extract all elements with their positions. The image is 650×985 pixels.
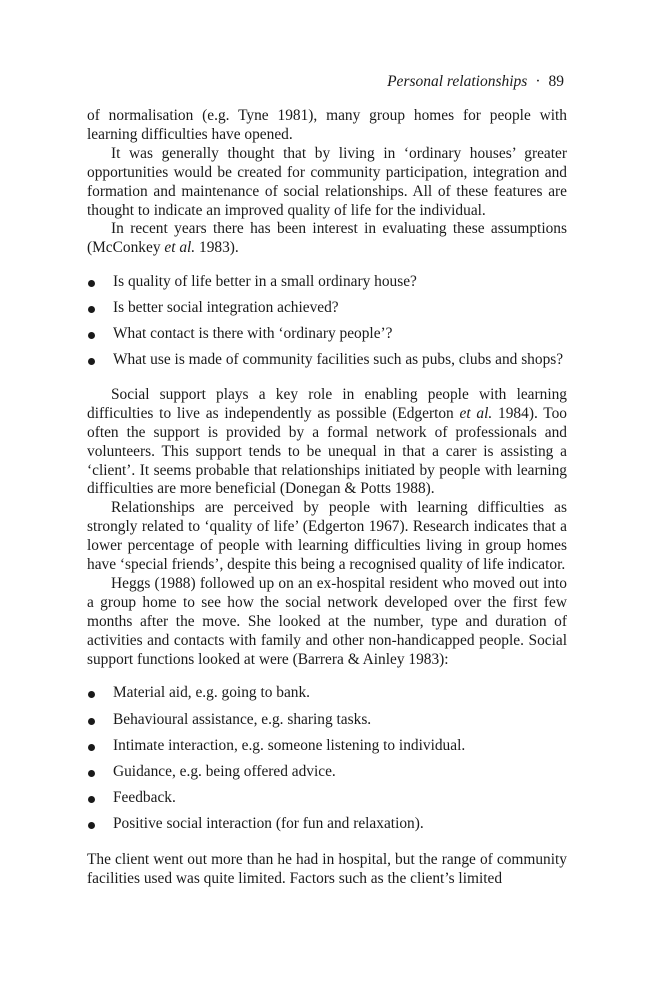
- list-item: [87, 273, 567, 292]
- list-item-text: Intimate interaction, e.g. someone listening to individual.: [113, 736, 466, 754]
- list-item: [87, 763, 567, 782]
- list-item-text: Positive social interaction (for fun and relaxation).: [113, 814, 424, 832]
- page-number: 89: [548, 73, 564, 90]
- list-item-text: Is better social integration achieved?: [113, 299, 339, 317]
- list-item-text: What use is made of community facilities such as pubs, clubs and shops?: [113, 350, 564, 368]
- list-item-text: What contact is there with ‘ordinary people’?: [113, 325, 393, 343]
- bullet-icon: [88, 358, 95, 365]
- paragraph: Heggs (1988) followed up on an ex-hospital resident who moved out into a group home to see how the social network developed over the first few months after the move. She looked at the number, type and duration of activities and contacts with family and other non-handicapped people. Social support functions looked at were (Barrera & Ainley 1983):: [87, 574, 567, 668]
- paragraph: [87, 386, 567, 499]
- paragraph: [87, 220, 567, 258]
- running-title: Personal relationships: [387, 73, 528, 90]
- list-item-text: Behavioural assistance, e.g. sharing tasks.: [113, 710, 372, 728]
- running-head: [387, 73, 564, 91]
- list-item-text: Is quality of life better in a small ordinary house?: [113, 273, 417, 291]
- paragraph-text: Social support plays a key role in enabling people with learning difficulties to live as independently as possible (Edgerton: [87, 385, 567, 422]
- bullet-icon: [88, 796, 95, 803]
- bullet-icon: [88, 822, 95, 829]
- list-item-text: Guidance, e.g. being offered advice.: [113, 762, 336, 780]
- list-item: [87, 789, 567, 808]
- support-functions-list: [87, 684, 567, 833]
- list-item: [87, 351, 567, 370]
- paragraph: The client went out more than he had in hospital, but the range of community facilities used was quite limited. Factors such as the client’s limited: [87, 850, 567, 887]
- bullet-icon: [88, 744, 95, 751]
- bullet-icon: [88, 332, 95, 339]
- citation-italic: et al.: [459, 404, 493, 422]
- bullet-icon: [88, 280, 95, 287]
- paragraph: Relationships are perceived by people with learning difficulties as strongly related to ‘quality of life’ (Edgerton 1967). Research indicates that a lower percentage of people with learning difficulties living in group homes have ‘special friends’, despite this being a recognised quality of life indicator.: [87, 499, 567, 574]
- body-text: [87, 107, 567, 889]
- question-list: [87, 273, 567, 370]
- bullet-icon: [88, 306, 95, 313]
- list-item: [87, 299, 567, 318]
- list-item: [87, 325, 567, 344]
- list-item: [87, 711, 567, 730]
- paragraph: of normalisation (e.g. Tyne 1981), many group homes for people with learning difficulties have opened.: [87, 107, 567, 143]
- list-item-text: Material aid, e.g. going to bank.: [113, 684, 311, 702]
- list-item: [87, 684, 567, 703]
- header-separator: ·: [535, 73, 541, 90]
- bullet-icon: [88, 770, 95, 777]
- list-item: [87, 737, 567, 756]
- bullet-icon: [88, 691, 95, 698]
- citation-italic: et al.: [164, 239, 196, 257]
- paragraph-text: In recent years there has been interest in evaluating these assumptions (McConkey: [87, 220, 567, 257]
- paragraph-text: 1984). Too often the support is provided by a formal network of professionals and volunteers. This support tends to be unequal in that a carer is assisting a ‘client’. It seems probable that relationships initiated by people with learning difficulties are more beneficial (Donegan & Potts 1988).: [87, 404, 568, 498]
- bullet-icon: [88, 718, 95, 725]
- list-item: [87, 815, 567, 834]
- paragraph-text: 1983).: [195, 239, 239, 257]
- paragraph: It was generally thought that by living in ‘ordinary houses’ greater opportunities would be created for community participation, integration and formation and maintenance of social relationships. All of these features are thought to indicate an improved quality of life for the individual.: [87, 144, 567, 219]
- list-item-text: Feedback.: [113, 788, 176, 806]
